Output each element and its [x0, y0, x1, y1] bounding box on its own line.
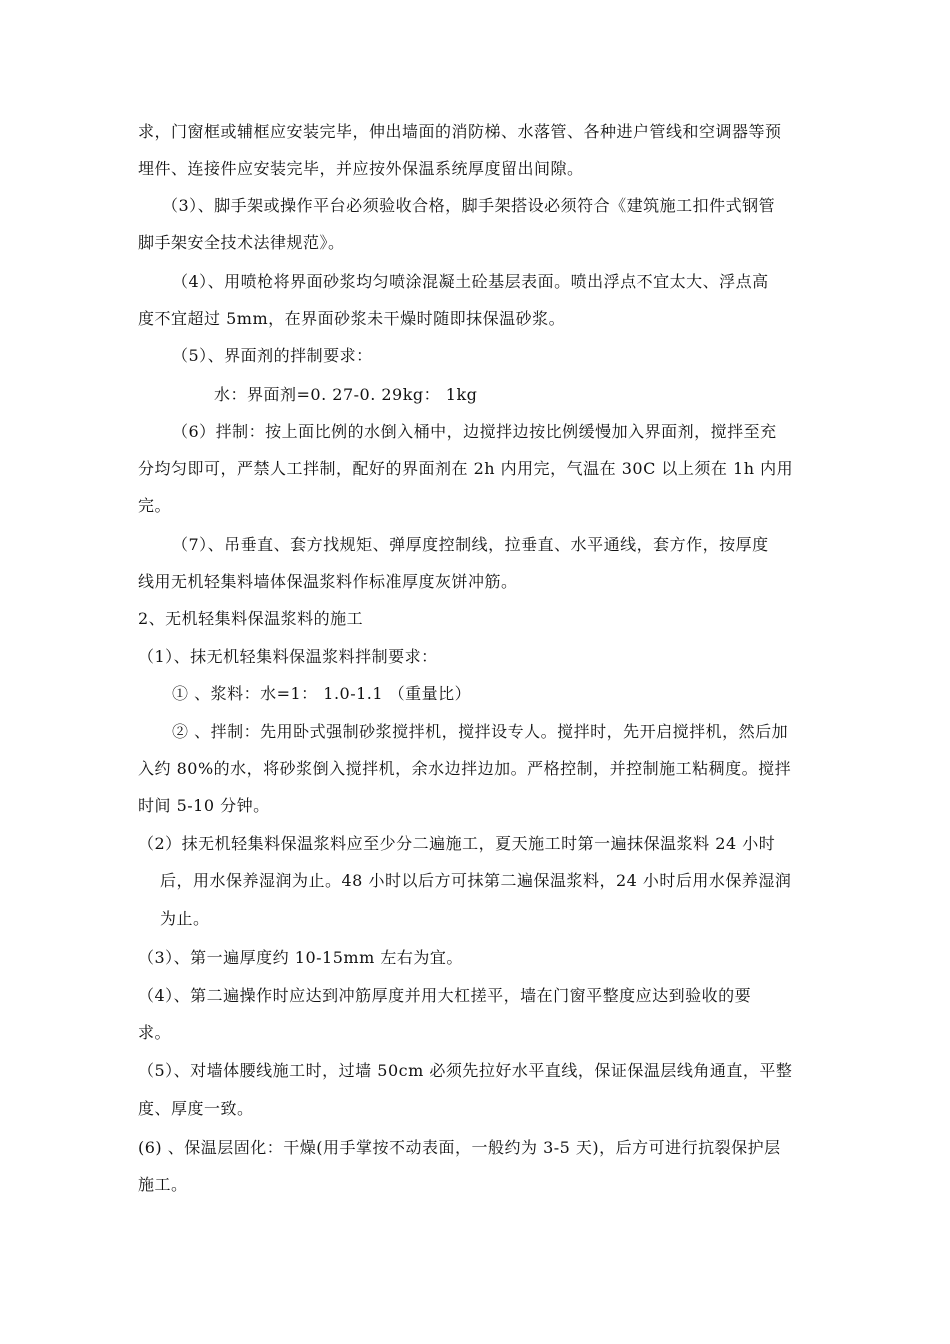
- text-line: (6) 、保温层固化：干燥(用手掌按不动表面，一般约为 3-5 天)，后方可进行抗裂保护层: [138, 1138, 781, 1157]
- text-line: （5）、界面剂的拌制要求：: [172, 346, 373, 365]
- text-line: 求，门窗框或辅框应安装完毕，伸出墙面的消防梯、水落管、各种进户管线和空调器等预: [138, 122, 782, 141]
- text-line: 入约 80%的水，将砂浆倒入搅拌机，余水边拌边加。严格控制，并控制施工粘稠度。搅拌: [138, 759, 792, 778]
- text-line: 度不宜超过 5mm，在界面砂浆未干燥时随即抹保温砂浆。: [138, 309, 566, 328]
- text-line: 后，用水保养湿润为止。48 小时以后方可抹第二遍保温浆料，24 小时后用水保养湿润: [160, 871, 792, 890]
- text-line: （1）、抹无机轻集料保温浆料拌制要求：: [138, 647, 438, 666]
- text-line: （2）抹无机轻集料保温浆料应至少分二遍施工，夏天施工时第一遍抹保温浆料 24 小时: [138, 834, 776, 853]
- text-line: 时间 5-10 分钟。: [138, 796, 270, 815]
- text-line: （4）、第二遍操作时应达到冲筋厚度并用大杠搓平，墙在门窗平整度应达到验收的要: [138, 986, 752, 1005]
- section-heading: 2、无机轻集料保温浆料的施工: [138, 609, 364, 628]
- text-line: （4）、用喷枪将界面砂浆均匀喷涂混凝土砼基层表面。喷出浮点不宜太大、浮点高: [172, 272, 769, 291]
- text-line: （7）、吊垂直、套方找规矩、弹厚度控制线，拉垂直、水平通线，套方作，按厚度: [172, 535, 769, 554]
- text-line: 脚手架安全技术法律规范》。: [138, 233, 345, 252]
- text-line: （3）、第一遍厚度约 10-15mm 左右为宜。: [138, 948, 463, 967]
- text-line: 水：界面剂=0. 27-0. 29kg： 1kg: [214, 385, 478, 404]
- text-line: 求。: [138, 1023, 172, 1042]
- text-line: ① 、浆料：水=1： 1.0-1.1 （重量比）: [172, 684, 472, 703]
- text-line: 完。: [138, 496, 172, 515]
- text-line: ② 、拌制：先用卧式强制砂浆搅拌机，搅拌设专人。搅拌时，先开启搅拌机，然后加: [172, 722, 789, 741]
- text-line: 埋件、连接件应安装完毕，并应按外保温系统厚度留出间隙。: [138, 159, 584, 178]
- text-line: （5）、对墙体腰线施工时，过墙 50cm 必须先拉好水平直线，保证保温层线角通直，平整: [138, 1061, 793, 1080]
- text-line: 为止。: [160, 909, 210, 928]
- text-line: （3）、脚手架或操作平台必须验收合格，脚手架搭设必须符合《建筑施工扣件式钢管: [162, 196, 776, 215]
- text-line: 线用无机轻集料墙体保温浆料作标准厚度灰饼冲筋。: [138, 572, 518, 591]
- text-line: 分均匀即可，严禁人工拌制，配好的界面剂在 2h 内用完，气温在 30C 以上须在 1h 内用: [138, 459, 794, 478]
- text-line: 施工。: [138, 1175, 188, 1194]
- text-line: 度、厚度一致。: [138, 1099, 254, 1118]
- text-line: （6）拌制：按上面比例的水倒入桶中，边搅拌边按比例缓慢加入界面剂，搅拌至充: [172, 422, 777, 441]
